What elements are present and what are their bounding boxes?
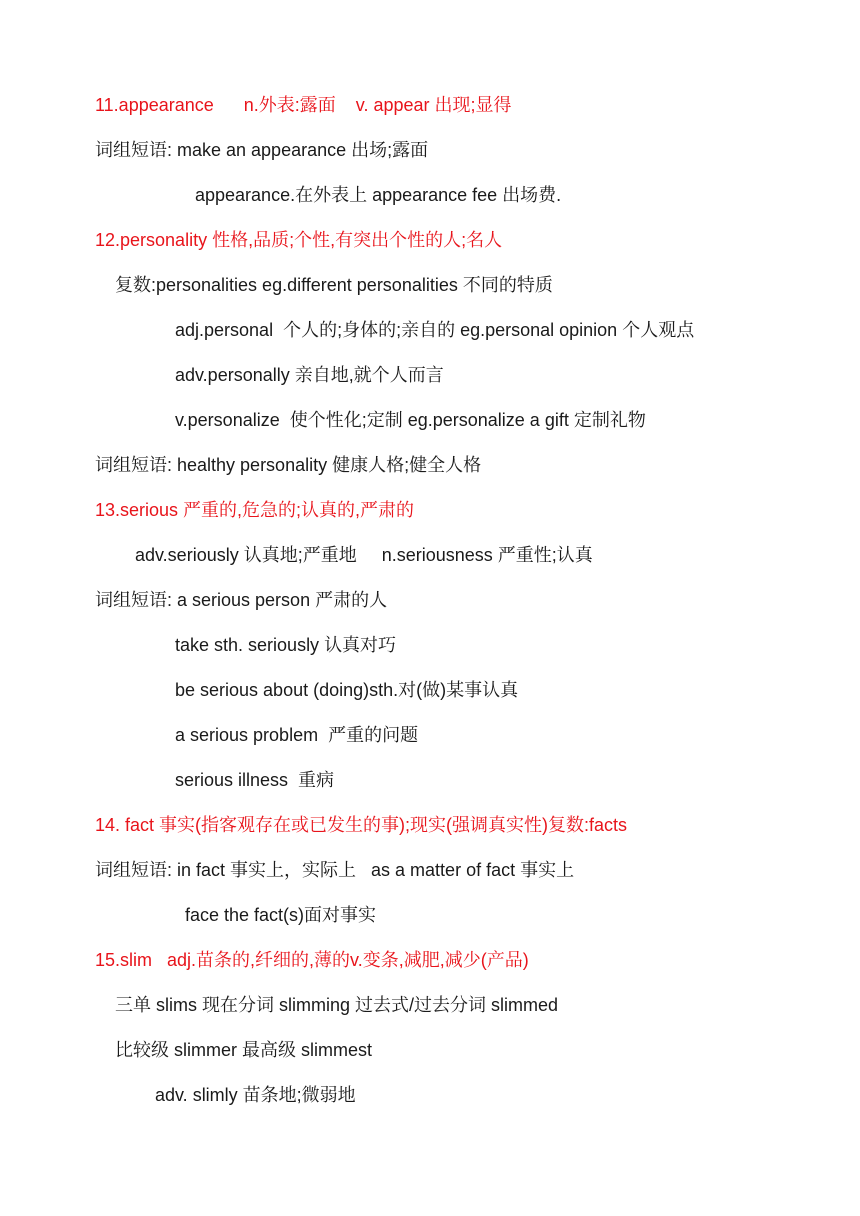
phrase-line: 词组短语: a serious person 严肃的人 bbox=[95, 590, 388, 610]
phrase-line: 词组短语: make an appearance 出场;露面 bbox=[95, 140, 429, 160]
inflection-line: 三单 slims 现在分词 slimming 过去式/过去分词 slimmed bbox=[115, 995, 559, 1015]
phrase-line: face the fact(s)面对事实 bbox=[185, 905, 377, 925]
phrase-line: appearance.在外表上 appearance fee 出场费. bbox=[195, 185, 562, 205]
derivative-line: adv.personally 亲自地,就个人而言 bbox=[175, 365, 444, 385]
plural-line: 复数:personalities eg.different personalities 不同的特质 bbox=[115, 275, 553, 295]
derivative-line: v.personalize 使个性化;定制 eg.personalize a gift 定制礼物 bbox=[175, 410, 646, 430]
entry-heading-appearance: 11.appearance n.外表:露面 v. appear 出现;显得 bbox=[95, 95, 512, 115]
derivative-line: adv.seriously 认真地;严重地 n.seriousness 严重性;认真 bbox=[135, 545, 593, 565]
derivative-line: adj.personal 个人的;身体的;亲自的 eg.personal opinion 个人观点 bbox=[175, 320, 695, 340]
phrase-line: 词组短语: in fact 事实上，实际上 as a matter of fact 事实上 bbox=[95, 860, 575, 880]
derivative-line: adv. slimly 苗条地;微弱地 bbox=[155, 1085, 356, 1105]
phrase-line: 词组短语: healthy personality 健康人格;健全人格 bbox=[95, 455, 482, 475]
entry-heading-fact: 14. fact 事实(指客观存在或已发生的事);现实(强调真实性)复数:facts bbox=[95, 815, 628, 835]
phrase-line: a serious problem 严重的问题 bbox=[175, 725, 419, 745]
entry-heading-personality: 12.personality 性格,品质;个性,有突出个性的人;名人 bbox=[95, 230, 503, 250]
entry-heading-slim: 15.slim adj.苗条的,纤细的,薄的v.变条,减肥,减少(产品) bbox=[95, 950, 529, 970]
phrase-line: take sth. seriously 认真对巧 bbox=[175, 635, 397, 655]
phrase-line: be serious about (doing)sth.对(做)某事认真 bbox=[175, 680, 519, 700]
inflection-line: 比较级 slimmer 最高级 slimmest bbox=[115, 1040, 372, 1060]
entry-heading-serious: 13.serious 严重的,危急的;认真的,严肃的 bbox=[95, 500, 415, 520]
phrase-line: serious illness 重病 bbox=[175, 770, 335, 790]
